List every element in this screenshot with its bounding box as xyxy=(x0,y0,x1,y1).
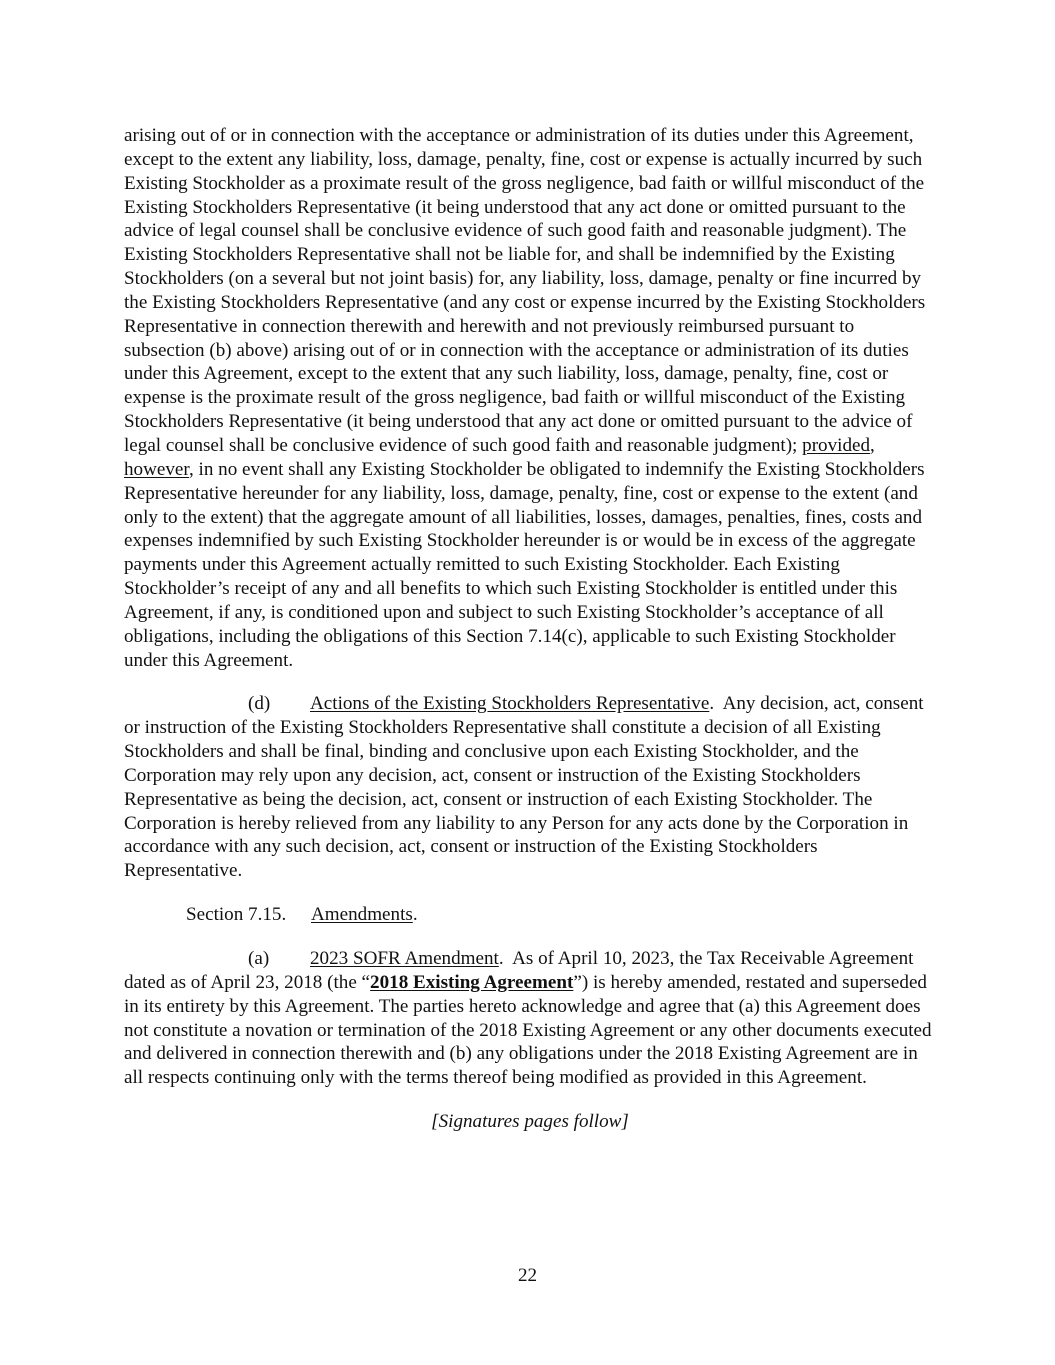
paragraph-d-text: Any decision, act, consent or instruction of the Existing Stockholders Representative shall constitute a decision of all Existing Stockholders and shall be final, binding and conclusive upon each Existing Stockholder, and the Corporation may rely upon any decision, act, consent or instruction of the Existing Stockholders Representative as being the decision, act, consent or instruction of each Existing Stockholder. The Corporation is hereby relieved from any liability to any Person for any acts done by the Corporation in accordance with any such decision, act, consent or instruction of the Existing Stockholders Representative. xyxy=(124,693,929,882)
paragraph-indemnification xyxy=(124,124,936,672)
subsection-label-d: (d) xyxy=(248,693,271,715)
defined-term-2018-existing-agreement: 2018 Existing Agreement xyxy=(370,971,574,993)
however-term: however xyxy=(124,458,189,480)
subsection-heading-d: Actions of the Existing Stockholders Representative xyxy=(310,693,710,715)
paragraph-d-actions xyxy=(124,692,936,883)
provided-term: provided xyxy=(802,434,871,456)
paragraph-a-text: As of April 10, 2023, the Tax Receivable Agreement dated as of April 23, 2018 (the “ xyxy=(124,948,919,993)
paragraph-text-continued: , in no event shall any Existing Stockholder be obligated to indemnify the Existing Stockholders Representative hereunder for any liability, loss, damage, penalty, fine, cost or expense to the extent (and only to the extent) that the aggregate amount of all liabilities, losses, damages, penalties, fines, costs and expenses indemnified by such Existing Stockholder hereunder is or would be in excess of the aggregate payments under this Agreement actually remitted to such Existing Stockholder. Each Existing Stockholder’s receipt of any and all benefits to which such Existing Stockholder is entitled under this Agreement, if any, is conditioned upon and subject to such Existing Stockholder’s acceptance of all obligations, including the obligations of this Section 7.14(c), applicable to such Existing Stockholder under this Agreement. xyxy=(124,458,925,671)
subsection-heading-a: 2023 SOFR Amendment xyxy=(310,948,499,969)
document-page xyxy=(124,124,936,1134)
heading-period: . xyxy=(709,693,715,715)
heading-period: . xyxy=(498,948,504,969)
section-heading-7-15 xyxy=(124,903,936,927)
page-number: 22 xyxy=(517,1265,538,1286)
comma-separator: , xyxy=(870,434,875,456)
section-number: Section 7.15. xyxy=(186,904,287,926)
paragraph-text: arising out of or in connection with the acceptance or administration of its duties under this Agreement, except to the extent any liability, loss, damage, penalty, fine, cost or expense is actually incurred by such Existing Stockholder as a proximate result of the gross negligence, bad faith or willful misconduct of the Existing Stockholders Representative (it being understood that any act done or omitted pursuant to the advice of legal counsel shall be conclusive evidence of such good faith and reasonable judgment). The Existing Stockholders Representative shall not be liable for, and shall be indemnified by the Existing Stockholders (on a several but not joint basis) for, any liability, loss, damage, penalty or fine incurred by the Existing Stockholders Representative (and any cost or expense incurred by the Existing Stockholders Representative in connection therewith and herewith and not previously reimbursed pursuant to subsection (b) above) arising out of or in connection with the acceptance or administration of its duties under this Agreement, except to the extent that any such liability, loss, damage, penalty, fine, cost or expense is the proximate result of the gross negligence, bad faith or willful misconduct of the Existing Stockholders Representative (it being understood that any act done or omitted pursuant to the advice of legal counsel shall be conclusive evidence of such good faith and reasonable judgment); xyxy=(124,125,926,456)
subsection-label-a: (a) xyxy=(248,948,270,969)
paragraph-a-text-continued: ”) is hereby amended, restated and superseded in its entirety by this Agreement. The parties hereto acknowledge and agree that (a) this Agreement does not constitute a novation or termination of the 2018 Existing Agreement or any other documents executed and delivered in connection therewith and (b) any obligations under the 2018 Existing Agreement are in all respects continuing only with the terms thereof being modified as provided in this Agreement. xyxy=(124,971,932,1089)
signatures-note: [Signatures pages follow] xyxy=(431,1111,629,1133)
section-title: Amendments xyxy=(311,904,413,926)
paragraph-a-sofr-amendment xyxy=(124,947,936,1090)
section-title-period: . xyxy=(412,904,418,926)
